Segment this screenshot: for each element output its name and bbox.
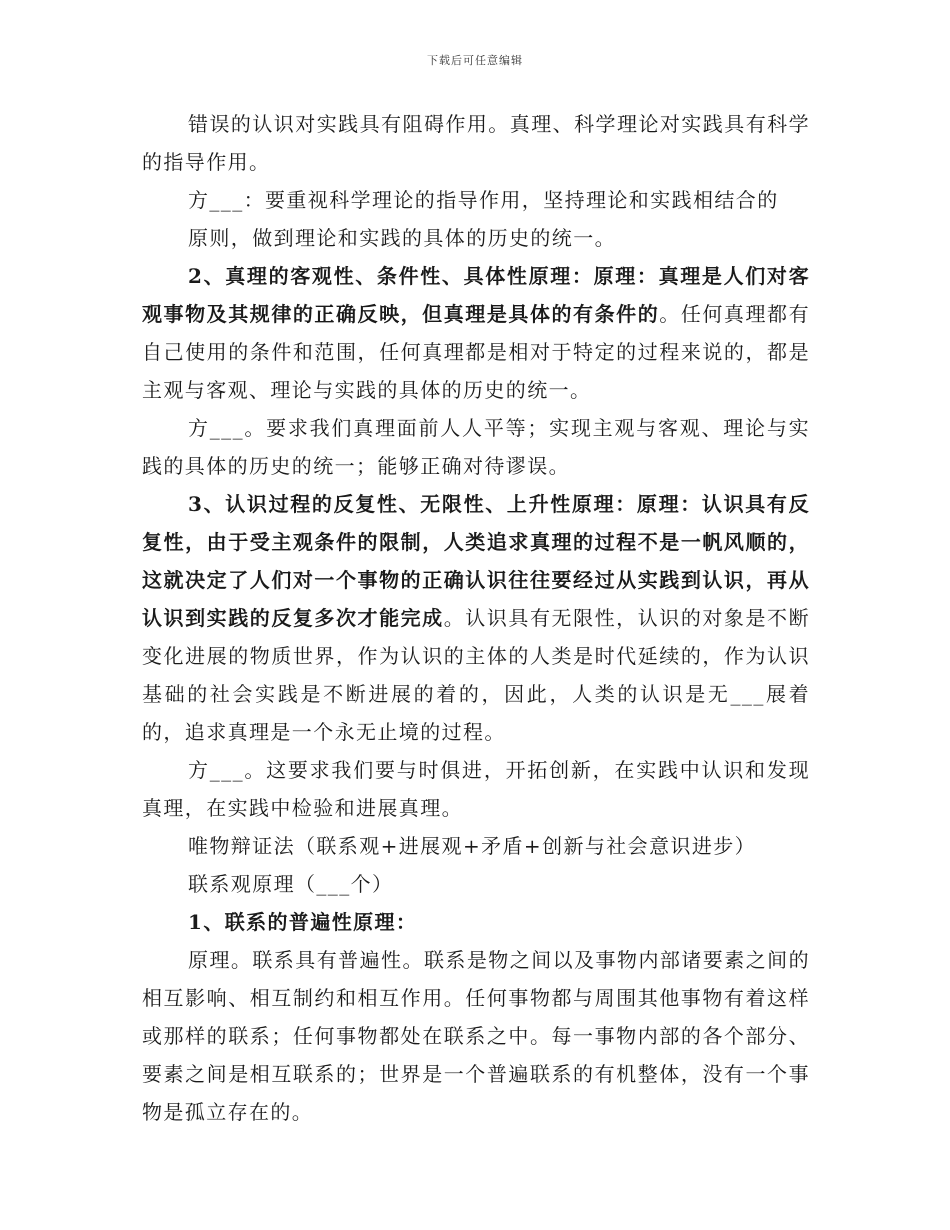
paragraph-3-rest: 。任何真理都有自己使用的条件和范围，任何真理都是相对于特定的过程来说的，都是主观与客观、理论与实践的具体的历史的统一。 (142, 302, 810, 402)
paragraph-5-bold: 3、认识过程的反复性、无限性、上升性原理：原理：认识具有反复性，由于受主观条件的限制，人类追求真理的过程不是一帆风顺的，这就决定了人们对一个事物的正确认识往往要经过从实践到认识，再从认识到实践的反复多次才能完成 (142, 492, 810, 630)
paragraph-10: 原理。联系具有普遍性。联系是物之间以及事物内部诸要素之间的相互影响、相互制约和相互作用。任何事物都与周围其他事物有着这样或那样的联系；任何事物都处在联系之中。每一事物内部的各个部分、要素之间是相互联系的；世界是一个普遍联系的有机整体，没有一个事物是孤立存在的。 (142, 948, 810, 1124)
page-header: 下载后可任意编辑 (427, 54, 523, 67)
paragraph-5-rest: 。认识具有无限性，认识的对象是不断变化进展的物质世界，作为认识的主体的人类是时代延续的，作为认识基础的社会实践是不断进展的着的，因此，人类的认识是无___展着的，追求真理是一个永无止境的过程。 (142, 606, 810, 744)
paragraph-7: 唯物辩证法（联系观+进展观+矛盾+创新与社会意识进步） (188, 834, 757, 858)
paragraph-3-bold: 2、真理的客观性、条件性、具体性原理：原理：真理是人们对客观事物及其规律的正确反映，但真理是具体的有条件的 (142, 264, 810, 326)
paragraph-2a: 方___：要重视科学理论的指导作用，坚持理论和实践相结合的 (188, 188, 779, 212)
paragraph-9-heading: 1、联系的普遍性原理： (188, 910, 418, 934)
paragraph-3 (142, 257, 810, 409)
paragraph-1: 错误的认识对实践具有阻碍作用。真理、科学理论对实践具有科学的指导作用。 (142, 112, 810, 174)
paragraph-6: 方___。这要求我们要与时俱进，开拓创新，在实践中认识和发现真理，在实践中检验和进展真理。 (142, 758, 810, 820)
paragraph-5 (142, 485, 810, 751)
paragraph-8: 联系观原理（___个） (188, 872, 394, 896)
paragraph-4: 方___。要求我们真理面前人人平等；实现主观与客观、理论与实践的具体的历史的统一；能够正确对待谬误。 (142, 416, 810, 478)
paragraph-2b: 原则，做到理论和实践的具体的历史的统一。 (188, 226, 616, 250)
document-body (142, 105, 810, 1131)
